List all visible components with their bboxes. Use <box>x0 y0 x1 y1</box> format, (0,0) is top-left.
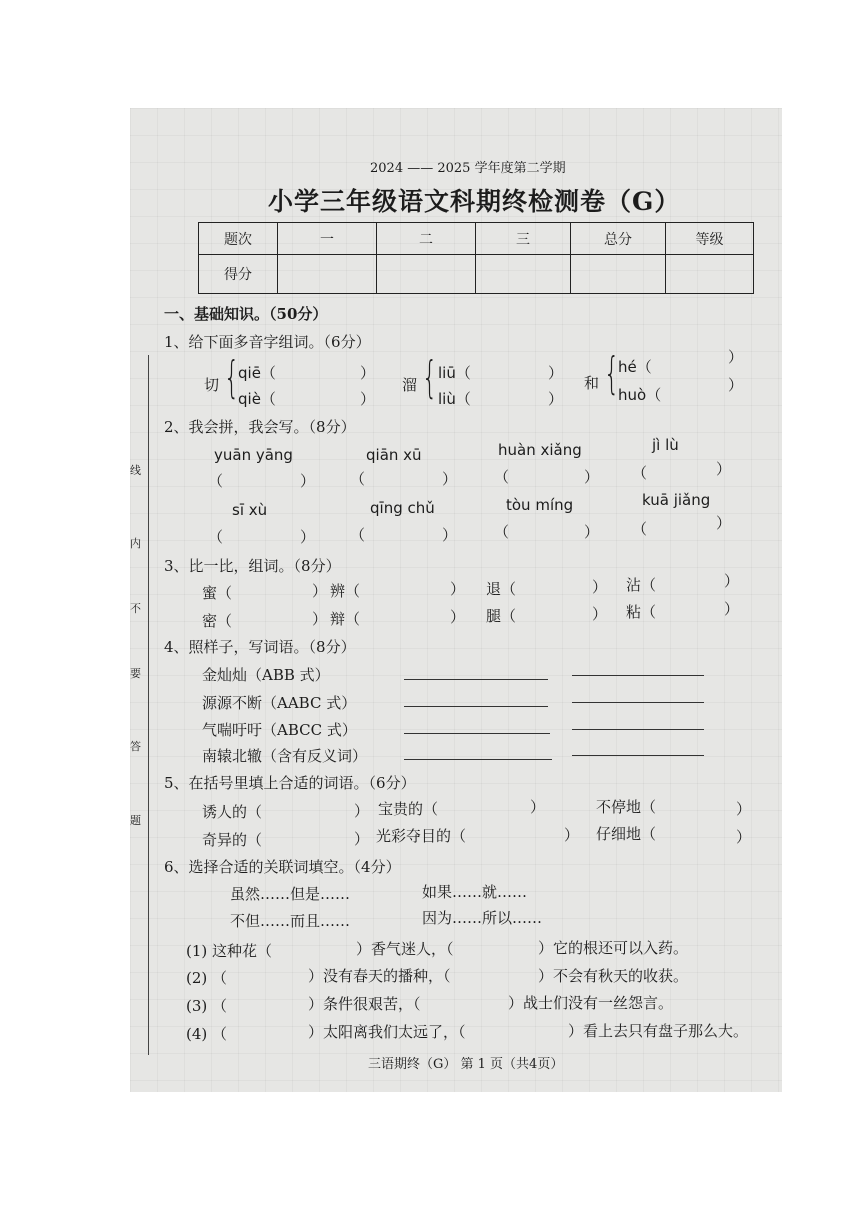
section-heading: 一、基础知识。（50分） <box>164 305 328 323</box>
brace: { <box>224 352 240 403</box>
polyphone-reading: huò（ <box>618 386 662 404</box>
compare-char: 腿（ <box>486 607 517 625</box>
sentence-part: ）太阳离我们太远了，（ <box>308 1023 466 1041</box>
pinyin: tòu míng <box>506 496 574 514</box>
question-title: 6、选择合适的关联词填空。（4分） <box>164 858 401 876</box>
answer-line[interactable] <box>404 759 552 760</box>
conjunction-option: 因为……所以…… <box>422 909 543 927</box>
score-header-cell: 总分 <box>571 223 666 255</box>
example-item: 南辕北辙（含有反义词） <box>202 747 368 765</box>
example-item: 源源不断（AABC 式） <box>202 694 357 712</box>
polyphone-reading: qiē（ <box>238 364 276 382</box>
question-title: 4、照样子，写词语。（8分） <box>164 638 356 656</box>
pinyin: yuān yāng <box>214 446 293 464</box>
pinyin: jì lù <box>652 436 679 454</box>
score-header-cell: 二 <box>377 223 476 255</box>
fill-item: 不停地（ <box>596 798 657 816</box>
answer-line[interactable] <box>404 679 548 680</box>
score-header-cell: 题次 <box>199 223 278 255</box>
sentence-part: ）条件很艰苦，（ <box>308 995 421 1013</box>
score-cell[interactable] <box>476 255 571 294</box>
margin-char: 要 <box>130 667 141 680</box>
example-item: 金灿灿（ABB 式） <box>202 666 330 684</box>
question-title: 1、给下面多音字组词。（6分） <box>164 333 371 351</box>
brace: { <box>604 348 620 399</box>
fill-item: 光彩夺目的（ <box>376 827 467 845</box>
score-header-cell: 一 <box>278 223 377 255</box>
pinyin: qīng chǔ <box>370 499 435 517</box>
exam-subtitle: 2024 —— 2025 学年度第二学期 <box>370 161 566 176</box>
polyphone-reading: hé（ <box>618 358 652 376</box>
margin-char: 答 <box>130 740 141 753</box>
fill-item: 诱人的（ <box>202 803 263 821</box>
answer-line[interactable] <box>572 755 704 756</box>
pinyin: qiān xū <box>366 446 422 464</box>
sentence-part: (1) 这种花（ <box>186 942 273 960</box>
answer-line[interactable] <box>572 729 704 730</box>
pinyin: kuā jiǎng <box>642 491 711 509</box>
brace: { <box>422 352 438 403</box>
score-cell[interactable] <box>666 255 754 294</box>
compare-char: 辩（ <box>330 610 361 628</box>
question-title: 3、比一比，组词。（8分） <box>164 557 341 575</box>
sentence-part: ）不会有秋天的收获。 <box>538 967 689 985</box>
conjunction-option: 如果……就…… <box>422 883 528 901</box>
exam-title: 小学三年级语文科期终检测卷（G） <box>268 187 681 216</box>
margin-char: 线 <box>130 464 141 477</box>
sentence-part: (4) （ <box>186 1025 228 1043</box>
score-header-cell: 三 <box>476 223 571 255</box>
pinyin: huàn xiǎng <box>498 441 582 459</box>
polyphone-char: 和 <box>584 374 600 392</box>
answer-line[interactable] <box>572 702 704 703</box>
polyphone-reading: liū（ <box>438 364 471 382</box>
answer-line[interactable] <box>404 706 548 707</box>
fill-item: 仔细地（ <box>596 825 657 843</box>
score-row-label: 得分 <box>199 255 278 294</box>
sentence-part: ）它的根还可以入药。 <box>538 939 689 957</box>
compare-char: 蜜（ <box>202 584 233 602</box>
example-item: 气喘吁吁（ABCC 式） <box>202 721 357 739</box>
fill-item: 宝贵的（ <box>378 800 439 818</box>
question-title: 2、我会拼，我会写。（8分） <box>164 418 356 436</box>
sentence-part: ）战士们没有一丝怨言。 <box>508 994 674 1012</box>
score-header-cell: 等级 <box>666 223 754 255</box>
sentence-part: ）看上去只有盘子那么大。 <box>568 1022 749 1040</box>
sentence-part: ）没有春天的播种，（ <box>308 967 451 985</box>
score-cell[interactable] <box>571 255 666 294</box>
question-title: 5、在括号里填上合适的词语。（6分） <box>164 774 416 792</box>
binding-margin-line <box>148 355 149 1055</box>
compare-char: 辨（ <box>330 582 361 600</box>
sentence-part: ）香气迷人，（ <box>356 940 454 958</box>
compare-char: 粘（ <box>626 603 657 621</box>
conjunction-option: 不但……而且…… <box>230 912 351 930</box>
margin-char: 题 <box>130 814 141 827</box>
answer-line[interactable] <box>572 675 704 676</box>
margin-char: 不 <box>130 602 141 615</box>
compare-char: 沾（ <box>626 576 657 594</box>
score-cell[interactable] <box>377 255 476 294</box>
conjunction-option: 虽然……但是…… <box>230 885 351 903</box>
compare-char: 密（ <box>202 612 233 630</box>
sentence-part: (3) （ <box>186 997 228 1015</box>
polyphone-reading: qiè（ <box>238 390 276 408</box>
score-table <box>198 222 754 294</box>
score-cell[interactable] <box>278 255 377 294</box>
sentence-part: (2) （ <box>186 969 228 987</box>
page-footer: 三语期终（G） 第 1 页（共4页） <box>368 1057 564 1072</box>
answer-line[interactable] <box>404 733 550 734</box>
polyphone-char: 切 <box>204 376 220 394</box>
polyphone-char: 溜 <box>402 376 418 394</box>
margin-char: 内 <box>130 537 141 550</box>
pinyin: sī xù <box>232 501 268 519</box>
compare-char: 退（ <box>486 580 517 598</box>
polyphone-reading: liù（ <box>438 390 471 408</box>
fill-item: 奇异的（ <box>202 831 263 849</box>
